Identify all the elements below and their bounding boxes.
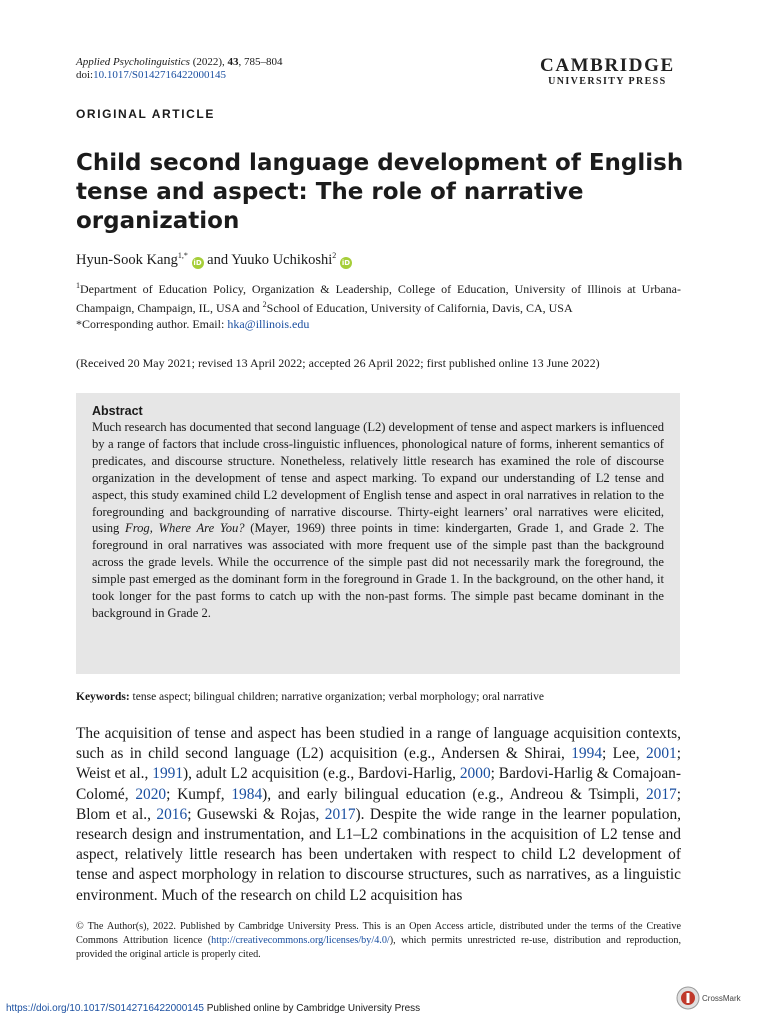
citation-link[interactable]: 2001 xyxy=(645,745,677,763)
journal-volume: 43 xyxy=(227,56,239,68)
body-text-span: ), adult L2 acquisition (e.g., Bardovi-Harlig, xyxy=(183,765,460,783)
body-text-span: ; Lee, xyxy=(602,745,646,763)
abstract-book-title: Frog, Where Are You? xyxy=(125,521,245,536)
citation-link[interactable]: 2020 xyxy=(135,785,167,803)
crossmark-badge[interactable] xyxy=(676,986,741,1010)
doi-link[interactable]: 10.1017/S0142716422000145 xyxy=(93,69,227,81)
publisher-logo-line2: UNIVERSITY PRESS xyxy=(548,76,667,87)
body-text-span: ; Bardovi-Harlig & Comajoan-Colomé, xyxy=(76,765,681,803)
journal-citation xyxy=(76,56,283,82)
abstract-text-part: (Mayer, 1969) three points in time: kindergarten, Grade 1, and Grade 2. The foreground in oral narratives was associated with more frequent use of the simple past than the background across the grade levels. While the occurrence of the simple past did not necessarily mark the foreground, the simple past emerged as the dominant form in the foreground in Grade 1. In the background, on the other hand, it took longer for the past forms to catch up with the non-past forms. The simple past became dominant in the background in Grade 2. xyxy=(92,521,664,620)
orcid-icon[interactable]: iD xyxy=(193,258,202,267)
license-text: ), which permits unrestricted re-use, distribution and reproduction, provided the original article is properly cited. xyxy=(76,935,681,960)
keywords-text: tense aspect; bilingual children; narrative organization; verbal morphology; oral narrative xyxy=(129,691,544,703)
footer-published: Published online by Cambridge University Press xyxy=(203,1003,421,1014)
corresponding-email-link[interactable]: hka@illinois.edu xyxy=(227,317,310,331)
body-text-span: The acquisition of tense and aspect has been studied in a range of language acquisition contexts, such as in child second language (L2) acquisition (e.g., Andersen & Shirai, xyxy=(76,725,681,763)
corresponding-label: *Corresponding author. Email: xyxy=(76,317,228,331)
affiliation-text: School of Education, University of California, Davis, CA, USA xyxy=(266,301,573,315)
citation-link[interactable]: 2017 xyxy=(645,785,677,803)
body-text-span: ), and early bilingual education (e.g., Andreou & Tsimpli, xyxy=(262,785,646,803)
citation-link[interactable]: 1984 xyxy=(231,785,263,803)
author-affiliation-marker: 2 xyxy=(332,251,337,260)
license-text: © The Author(s), 2022. Published by Cambridge University Press. This is an Open Access article, distributed under the terms of the Creative Commons Attribution licence ( xyxy=(76,921,681,946)
article-section: ORIGINAL ARTICLE xyxy=(76,107,215,121)
article-title: Child second language development of English tense and aspect: The role of narrative organization xyxy=(76,150,684,234)
citation-link[interactable]: 1991 xyxy=(152,765,184,783)
affiliation-marker: 2 xyxy=(262,300,267,309)
author-name: Hyun-Sook Kang xyxy=(76,251,178,268)
citation-link[interactable]: 2016 xyxy=(156,805,188,823)
citation-link[interactable]: 2017 xyxy=(324,805,356,823)
journal-year: (2022), xyxy=(189,56,228,68)
publisher-logo xyxy=(540,56,675,87)
abstract-text xyxy=(92,419,664,622)
keywords xyxy=(76,691,544,703)
license-notice xyxy=(76,920,681,962)
author-affiliation-marker: 1,* xyxy=(177,251,188,260)
orcid-icon[interactable]: iD xyxy=(341,258,351,267)
affiliation-marker: 1 xyxy=(76,281,80,290)
citation-link[interactable]: 2000 xyxy=(459,765,491,783)
citation-link[interactable]: 1994 xyxy=(571,745,603,763)
keywords-label: Keywords: xyxy=(76,691,130,703)
abstract-text-part: Much research has documented that second language (L2) development of tense and aspect markers is influenced by a range of factors that include cross-linguistic influences, phonological nature of forms, inherent semantics of predicates, and discourse structure. Nonetheless, relatively little research has examined the role of discourse organization in the development of tense and aspect marking. To expand our understanding of L2 tense and aspect, this study examined child L2 development of English tense and aspect in oral narratives in relation to the foregrounding and backgrounding of narrative discourse. Thirty-eight learners’ oral narratives were elicited, using xyxy=(92,420,664,536)
abstract-box xyxy=(76,393,680,674)
body-text-span: ). Despite the wide range in the learner population, research design and instrumentation, and L1–L2 combinations in the acquisition of L2 tense and aspect, relatively little research has been undertaken with respect to child L2 development of tense and aspect morphology in relation to discourse structures, such as narratives, as a linguistic environment. Much of the research on child L2 acquisition has xyxy=(76,805,681,904)
author-name: Yuuko Uchikoshi xyxy=(231,251,333,268)
body-text-span: ; Weist et al., xyxy=(76,745,681,783)
received-dates: (Received 20 May 2021; revised 13 April 2022; accepted 26 April 2022; first published online 13 June 2022) xyxy=(76,356,600,370)
journal-name: Applied Psycholinguistics xyxy=(76,56,190,68)
affiliations xyxy=(76,278,681,332)
body-text-span: ; Blom et al., xyxy=(76,785,681,823)
crossmark-icon xyxy=(676,986,700,1010)
author-separator: and xyxy=(203,251,232,268)
author-list xyxy=(76,251,352,269)
body-text-span: ; Gusewski & Rojas, xyxy=(187,805,325,823)
body-text-span: ; Kumpf, xyxy=(166,785,232,803)
publisher-logo-line1: CAMBRIDGE xyxy=(540,55,675,76)
page-footer xyxy=(6,1003,420,1014)
crossmark-label: CrossMark xyxy=(702,993,741,1003)
abstract-heading: Abstract xyxy=(92,404,143,418)
body-paragraph xyxy=(76,724,681,906)
journal-pages: , 785–804 xyxy=(238,56,283,68)
footer-doi-link[interactable]: https://doi.org/10.1017/S0142716422000145 xyxy=(6,1003,204,1014)
license-link[interactable]: http://creativecommons.org/licenses/by/4.0/ xyxy=(211,935,390,946)
doi-prefix: doi: xyxy=(76,69,94,81)
affiliation-text: Department of Education Policy, Organization & Leadership, College of Education, University of Illinois at Urbana-Champaign, Champaign, IL, USA and xyxy=(76,282,681,315)
